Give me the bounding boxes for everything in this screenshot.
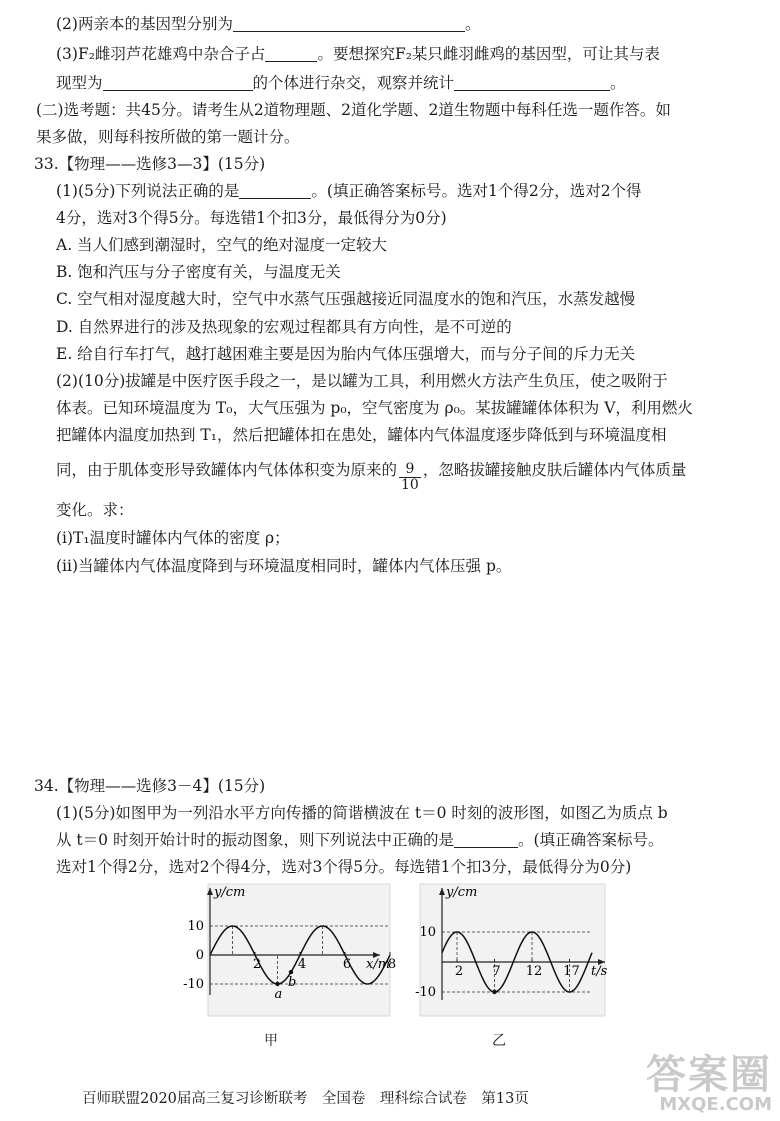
q34-1-line-2: 从 t＝0 时刻开始计时的振动图象，则下列说法中正确的是 。(填正确答案标号。	[56, 831, 664, 849]
fraction: $\frac{9}{10}$	[401, 461, 419, 493]
q33-2-part-i: (i)T₁温度时罐体内气体的密度 ρ；	[56, 529, 290, 547]
y-axis-label: y/cm	[214, 885, 246, 900]
y-tick-label: -10	[415, 985, 436, 1000]
q34-title: 34.【物理——选修3－4】(15分)	[34, 777, 266, 795]
x-tick-label: 8	[387, 957, 397, 972]
chart-frame	[420, 884, 605, 1016]
answer-blank[interactable]	[233, 15, 465, 32]
option-b: B. 饱和汽压与分子密度有关，与温度无关	[56, 263, 341, 281]
marked-point	[492, 990, 496, 994]
y-tick-label: 0	[195, 948, 204, 963]
x-tick-label: 7	[492, 964, 501, 979]
marked-point	[275, 982, 279, 986]
vibration-chart-yi	[410, 882, 610, 1022]
x-axis-label: x/m	[366, 957, 391, 972]
answer-blank[interactable]	[239, 182, 311, 199]
caption-yi: 乙	[492, 1033, 506, 1049]
q33-1-line-2: 4分，选对3个得5分。每选错1个扣3分，最低得分为0分)	[56, 209, 447, 227]
q2-2-line: (2)两亲本的基因型分别为 。	[56, 15, 481, 33]
q33-2-line-3: 把罐体内温度加热到 T₁，然后把罐体扣在患处，罐体内气体温度逐步降低到与环境温度相	[56, 426, 667, 444]
option-c: C. 空气相对湿度越大时，空气中水蒸气压强越接近同温度水的饱和汽压，水蒸发越慢	[56, 290, 636, 308]
marked-point	[289, 970, 293, 974]
option-d: D. 自然界进行的涉及热现象的宏观过程都具有方向性，是不可逆的	[56, 318, 512, 336]
chart-frame	[208, 884, 390, 1016]
wave-chart-jia	[180, 882, 395, 1022]
answer-blank[interactable]	[103, 74, 253, 91]
answer-blank[interactable]	[265, 45, 317, 62]
q33-2-part-ii: (ii)当罐体内气体温度降到与环境温度相同时，罐体内气体压强 p。	[56, 557, 512, 575]
q33-2-line-1: (2)(10分)拔罐是中医疗医手段之一，是以罐为工具，利用燃火方法产生负压，使之吸附于	[56, 372, 668, 390]
x-tick-label: 2	[454, 964, 464, 979]
page-footer: 百师联盟2020届高三复习诊断联考 全国卷 理科综合试卷 第13页	[82, 1091, 529, 1107]
y-tick-label: 10	[187, 919, 204, 934]
section-2-intro: (二)选考题：共45分。请考生从2道物理题、2道化学题、2道生物题中每科任选一题作答。如	[36, 101, 671, 119]
q33-2-line-4: 同，由于肌体变形导致罐体内气体体积变为原来的 $\frac{9}{10}$ ，忽略拔罐接触皮肤后罐体内气体质量	[56, 461, 687, 493]
answer-blank[interactable]	[454, 74, 610, 91]
answer-blank[interactable]	[454, 831, 518, 848]
section-2-intro-cont: 果多做，则每科按所做的第一题计分。	[36, 128, 300, 146]
point-label: a	[274, 987, 283, 1002]
y-tick-label: -10	[183, 977, 204, 992]
point-label: b	[288, 975, 297, 991]
q34-1-line-3: 选对1个得2分，选对2个得4分，选对3个得5分。每选错1个扣3分，最低得分为0分)	[56, 858, 632, 876]
q33-2-line-2: 体表。已知环境温度为 T₀，大气压强为 p₀，空气密度为 ρ₀。某拔罐罐体体积为 V，利用燃火	[56, 399, 693, 417]
x-tick-label: 17	[563, 964, 580, 979]
y-axis-label: y/cm	[446, 885, 478, 900]
q2-2-text: (2)两亲本的基因型分别为	[56, 15, 233, 33]
q34-1-line-1: (1)(5分)如图甲为一列沿水平方向传播的简谐横波在 t＝0 时刻的波形图，如图乙为质点 b	[56, 804, 668, 822]
x-tick-label: 12	[525, 964, 543, 979]
x-axis-label: t/s	[591, 964, 608, 979]
x-tick-label: 4	[297, 957, 307, 972]
option-a: A. 当人们感到潮湿时，空气的绝对湿度一定较大	[56, 236, 388, 254]
x-tick-label: 6	[342, 957, 352, 972]
watermark-logo: 答案圈 MXQE.COM	[646, 1052, 772, 1115]
q33-1-line-1: (1)(5分)下列说法正确的是 。(填正确答案标号。选对1个得2分，选对2个得	[56, 182, 642, 200]
q33-2-line-5: 变化。求：	[56, 501, 134, 519]
q2-3-line-2: 现型为 的个体进行杂交，观察并统计 。	[56, 74, 626, 92]
y-tick-label: 10	[419, 925, 436, 940]
option-e: E. 给自行车打气，越打越困难主要是因为胎内气体压强增大，而与分子间的斥力无关	[56, 345, 636, 363]
caption-jia: 甲	[264, 1033, 278, 1049]
q2-3-line-1: (3)F₂雌羽芦花雄鸡中杂合子占 。要想探究F₂某只雌羽雌鸡的基因型，可让其与表	[56, 45, 660, 63]
x-tick-label: 2	[252, 957, 262, 972]
q33-title: 33.【物理——选修3—3】(15分)	[34, 155, 266, 173]
